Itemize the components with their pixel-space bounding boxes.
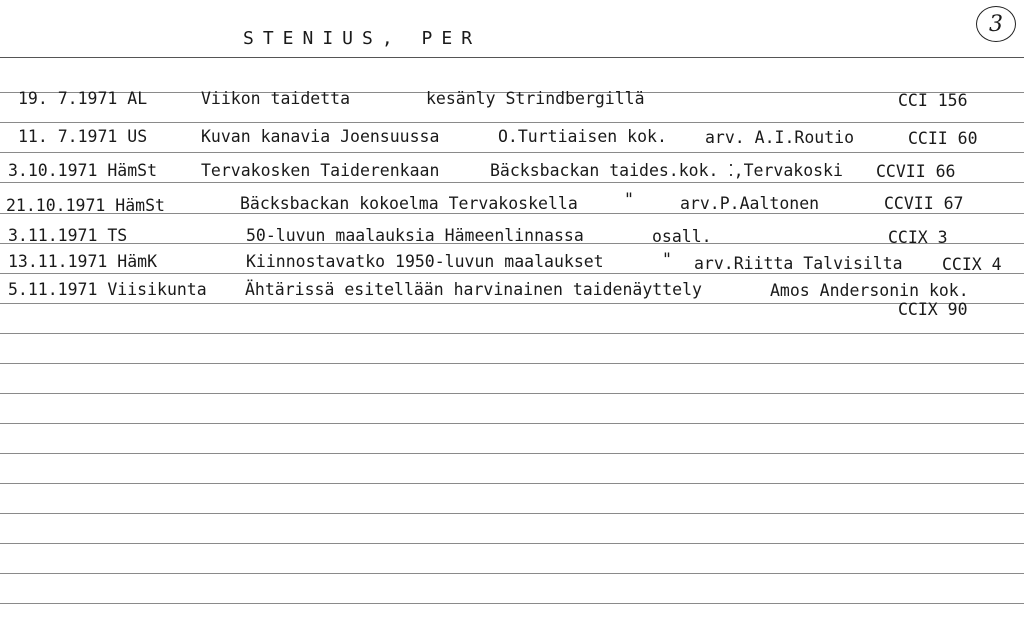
ruled-line — [0, 122, 1024, 123]
entry-note: kesänly Strindbergillä — [426, 89, 645, 108]
entry-note: " — [624, 190, 634, 209]
ruled-line — [0, 543, 1024, 544]
ruled-line — [0, 182, 1024, 183]
entry-ref: CCI 156 — [898, 91, 968, 110]
entry-note: " — [662, 250, 672, 269]
entry-date: 13.11.1971 HämK — [8, 252, 158, 271]
ruled-line — [0, 303, 1024, 304]
entry-date: 3.11.1971 TS — [8, 226, 128, 245]
entry-title: Kuvan kanavia Joensuussa — [201, 127, 440, 146]
entry-date: 21.10.1971 HämSt — [6, 196, 165, 215]
entry-ref: CCVII 66 — [876, 162, 956, 181]
entry-note: O.Turtiaisen kok. — [498, 127, 667, 146]
entry-title: Tervakosken Taiderenkaan — [201, 161, 440, 180]
entry-reviewer: arv.Riitta Talvisilta — [694, 254, 903, 273]
ruled-line — [0, 393, 1024, 394]
entry-reviewer: arv.P.Aaltonen — [680, 194, 820, 213]
entry-date: 3.10.1971 HämSt — [8, 161, 158, 180]
entry-title: Ähtärissä esitellään harvinainen taidenäyttely — [245, 280, 702, 299]
ruled-line — [0, 152, 1024, 153]
entry-title: Bäcksbackan kokoelma Tervakoskella — [240, 194, 578, 213]
ruled-line — [0, 483, 1024, 484]
header-rule — [0, 57, 1024, 58]
entry-ref: CCII 60 — [908, 129, 978, 148]
ruled-line — [0, 453, 1024, 454]
entry-title: Kiinnostavatko 1950-luvun maalaukset — [246, 252, 604, 271]
card-title: STENIUS, PER — [243, 28, 482, 49]
ruled-line — [0, 423, 1024, 424]
ruled-line — [0, 573, 1024, 574]
entry-ref: CCIX 90 — [898, 300, 968, 319]
ruled-line — [0, 513, 1024, 514]
entry-ref: CCIX 3 — [888, 228, 948, 247]
entry-note: Amos Andersonin kok. — [770, 281, 969, 300]
entry-note: osall. — [652, 227, 712, 246]
entry-ref: CCVII 67 — [884, 194, 964, 213]
entry-title: 50-luvun maalauksia Hämeenlinnassa — [246, 226, 584, 245]
entry-date: 11. 7.1971 US — [18, 127, 148, 146]
entry-title: Viikon taidetta — [201, 89, 351, 108]
entry-date: 19. 7.1971 AL — [18, 89, 148, 108]
entry-reviewer: arv. A.I.Routio — [705, 128, 855, 147]
entry-note: Bäcksbackan taides.kok. ⁚,Tervakoski — [490, 161, 843, 180]
ruled-line — [0, 333, 1024, 334]
ruled-line — [0, 273, 1024, 274]
entry-ref: CCIX 4 — [942, 255, 1002, 274]
page-number-circle: 3 — [976, 6, 1016, 42]
entry-date: 5.11.1971 Viisikunta — [8, 280, 207, 299]
ruled-line — [0, 603, 1024, 604]
ruled-line — [0, 363, 1024, 364]
